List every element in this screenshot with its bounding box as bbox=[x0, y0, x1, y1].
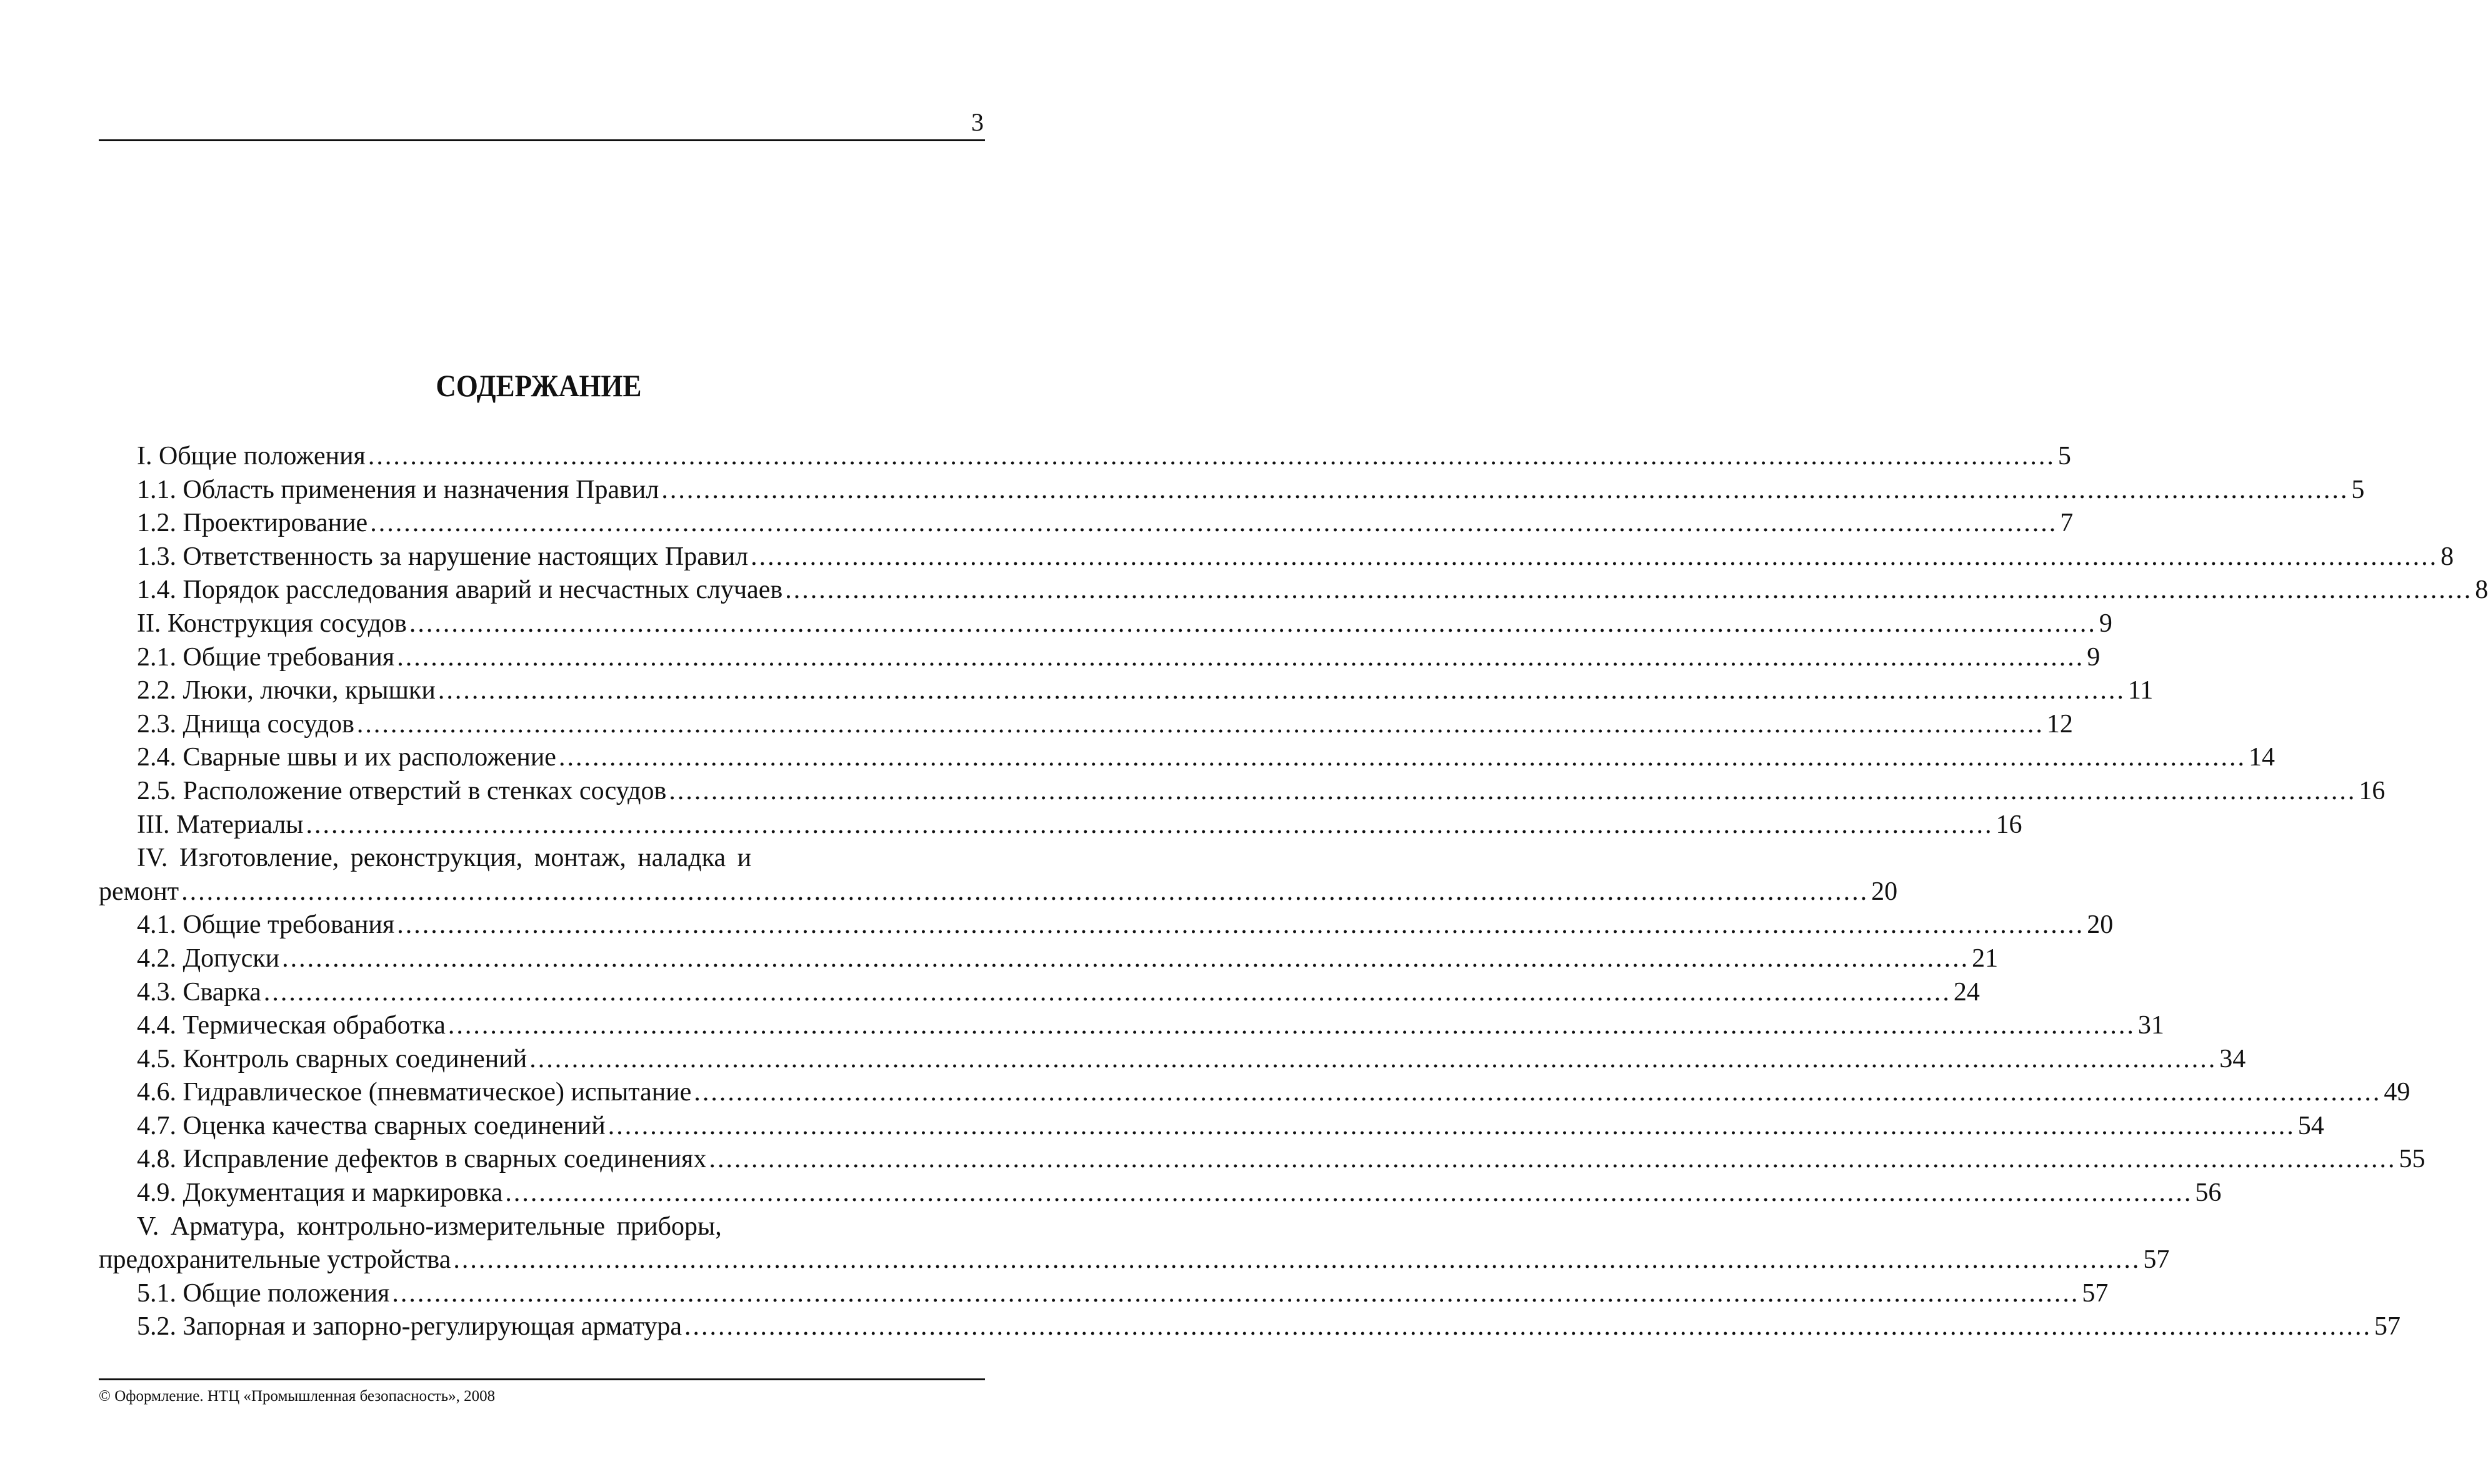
dot-leader: ........................................................................................................................................................................................................ bbox=[529, 1044, 2217, 1073]
dot-leader: ........................................................................................................................................................................................................ bbox=[709, 1145, 2397, 1174]
toc-entry[interactable] bbox=[99, 440, 2071, 474]
toc-entry[interactable] bbox=[99, 708, 2073, 742]
toc-entry[interactable] bbox=[99, 1177, 2222, 1210]
toc-entry-page: 20 bbox=[1871, 877, 1898, 906]
toc-entry-label: 2.1. Общие требования bbox=[137, 642, 395, 672]
dot-leader: ........................................................................................................................................................................................................ bbox=[751, 542, 2439, 571]
dot-leader: ........................................................................................................................................................................................................ bbox=[409, 609, 2097, 638]
dot-leader: ........................................................................................................................................................................................................ bbox=[785, 575, 2473, 605]
dot-leader: ........................................................................................................................................................................................................ bbox=[447, 1011, 2136, 1040]
toc-entry[interactable] bbox=[99, 1310, 2401, 1344]
toc-entry-page: 57 bbox=[2143, 1245, 2170, 1275]
dot-leader: ........................................................................................................................................................................................................ bbox=[370, 509, 2058, 538]
toc-entry[interactable] bbox=[99, 1110, 2324, 1143]
toc-entry-page: 31 bbox=[2137, 1011, 2164, 1040]
toc-entry-page: 49 bbox=[2384, 1078, 2411, 1107]
dot-leader: ........................................................................................................................................................................................................ bbox=[661, 475, 2349, 504]
toc-entry-label: 4.3. Сварка bbox=[137, 977, 261, 1007]
footer-rule bbox=[99, 1378, 985, 1380]
dot-leader: ........................................................................................................................................................................................................ bbox=[282, 944, 1970, 973]
toc-entry[interactable] bbox=[99, 909, 2114, 942]
dot-leader: ........................................................................................................................................................................................................ bbox=[669, 776, 2357, 805]
dot-leader: ........................................................................................................................................................................................................ bbox=[607, 1111, 2296, 1140]
toc-entry-label: ремонт bbox=[99, 877, 179, 906]
toc-entry-page: 5 bbox=[2351, 475, 2365, 504]
toc-entry[interactable] bbox=[99, 1076, 2411, 1110]
toc-entry-label: III. Материалы bbox=[137, 810, 304, 839]
toc-entry-page: 21 bbox=[1972, 944, 1999, 973]
toc-entry[interactable] bbox=[99, 741, 2275, 775]
dot-leader: ........................................................................................................................................................................................................ bbox=[694, 1078, 2382, 1107]
toc-entry[interactable] bbox=[99, 942, 1999, 976]
dot-leader: ........................................................................................................................................................................................................ bbox=[558, 743, 2246, 772]
toc-entry-label: 1.2. Проектирование bbox=[137, 509, 368, 538]
dot-leader: ........................................................................................................................................................................................................ bbox=[437, 676, 2126, 705]
toc-entry-label: предохранительные устройства bbox=[99, 1245, 451, 1275]
toc-entry-label: 4.2. Допуски bbox=[137, 944, 280, 973]
toc-entry[interactable] bbox=[99, 809, 2022, 842]
toc-entry-page: 5 bbox=[2057, 442, 2071, 471]
toc-entry[interactable] bbox=[99, 607, 2112, 641]
toc-entry-page: 9 bbox=[2099, 609, 2112, 638]
toc-entry-line1[interactable]: IV. Изготовление, реконструкция, монтаж, наладка и bbox=[137, 844, 752, 873]
toc-entry-page: 16 bbox=[2359, 776, 2386, 805]
toc-entry[interactable] bbox=[99, 976, 1980, 1010]
toc-entry[interactable] bbox=[99, 875, 1898, 909]
toc-entry-page: 20 bbox=[2087, 910, 2114, 940]
toc-entry[interactable] bbox=[99, 775, 2386, 809]
toc-entry-page: 12 bbox=[2046, 709, 2073, 739]
toc-entry-page: 7 bbox=[2060, 509, 2074, 538]
toc-entry-page: 57 bbox=[2082, 1278, 2109, 1308]
toc-entry-page: 55 bbox=[2399, 1145, 2426, 1174]
dot-leader: ........................................................................................................................................................................................................ bbox=[397, 910, 2085, 940]
toc-entry-page: 24 bbox=[1953, 977, 1980, 1007]
toc-title: СОДЕРЖАНИЕ bbox=[436, 368, 642, 403]
toc-entry-label: 2.5. Расположение отверстий в стенках сосудов bbox=[137, 776, 667, 805]
toc-entry-label: 4.6. Гидравлическое (пневматическое) испытание bbox=[137, 1078, 692, 1107]
toc-entry-label: 4.8. Исправление дефектов в сварных соединениях bbox=[137, 1145, 707, 1174]
toc-entry-label: 4.1. Общие требования bbox=[137, 910, 395, 940]
toc-entry[interactable] bbox=[99, 507, 2074, 540]
toc-entry-label: I. Общие положения bbox=[137, 442, 366, 471]
header-rule bbox=[99, 139, 985, 141]
dot-leader: ........................................................................................................................................................................................................ bbox=[397, 642, 2085, 672]
toc-entry[interactable] bbox=[99, 474, 2365, 507]
toc-entry-page: 8 bbox=[2441, 542, 2454, 571]
dot-leader: ........................................................................................................................................................................................................ bbox=[263, 977, 1951, 1007]
toc-entry-label: 1.1. Область применения и назначения Правил bbox=[137, 475, 659, 504]
toc-entry-label: 2.2. Люки, лючки, крышки bbox=[137, 676, 436, 705]
toc-entry[interactable] bbox=[99, 1043, 2246, 1077]
dot-leader: ........................................................................................................................................................................................................ bbox=[684, 1312, 2372, 1342]
dot-leader: ........................................................................................................................................................................................................ bbox=[356, 709, 2044, 739]
dot-leader: ........................................................................................................................................................................................................ bbox=[392, 1278, 2080, 1308]
toc-entry-label: 1.4. Порядок расследования аварий и несчастных случаев bbox=[137, 575, 783, 605]
toc-entry-page: 9 bbox=[2087, 642, 2101, 672]
toc-entry-label: 4.7. Оценка качества сварных соединений bbox=[137, 1111, 606, 1140]
toc-entry[interactable] bbox=[99, 674, 2154, 708]
page-number: 3 bbox=[971, 108, 984, 136]
toc-entry-page: 57 bbox=[2374, 1312, 2401, 1342]
toc-entry-line1[interactable]: V. Арматура, контрольно-измерительные приборы, bbox=[137, 1212, 722, 1241]
toc-entry-page: 34 bbox=[2219, 1044, 2246, 1073]
toc-entry-label: 5.1. Общие положения bbox=[137, 1278, 390, 1308]
toc-entry[interactable] bbox=[99, 574, 2488, 607]
toc-entry-label: 1.3. Ответственность за нарушение настоящих Правил bbox=[137, 542, 749, 571]
toc-entry[interactable] bbox=[99, 1243, 2170, 1277]
dot-leader: ........................................................................................................................................................................................................ bbox=[453, 1245, 2141, 1275]
toc-entry[interactable] bbox=[99, 1009, 2164, 1043]
dot-leader: ........................................................................................................................................................................................................ bbox=[505, 1178, 2193, 1208]
toc-entry-page: 14 bbox=[2248, 743, 2275, 772]
table-of-contents bbox=[99, 440, 2488, 1344]
toc-entry[interactable] bbox=[99, 540, 2454, 574]
toc-entry-label: 4.9. Документация и маркировка bbox=[137, 1178, 503, 1208]
toc-entry-label: 2.3. Днища сосудов bbox=[137, 709, 354, 739]
dot-leader: ........................................................................................................................................................................................................ bbox=[306, 810, 1994, 839]
toc-entry[interactable] bbox=[99, 641, 2101, 675]
toc-entry-page: 16 bbox=[1996, 810, 2022, 839]
toc-entry-label: 4.4. Термическая обработка bbox=[137, 1011, 446, 1040]
dot-leader: ........................................................................................................................................................................................................ bbox=[181, 877, 1869, 906]
toc-entry-page: 11 bbox=[2127, 676, 2154, 705]
toc-entry[interactable] bbox=[99, 1277, 2109, 1311]
toc-entry-label: 2.4. Сварные швы и их расположение bbox=[137, 743, 556, 772]
toc-entry-label: II. Конструкция сосудов bbox=[137, 609, 407, 638]
toc-entry-page: 8 bbox=[2475, 575, 2488, 605]
toc-entry[interactable] bbox=[99, 1143, 2426, 1177]
toc-entry-page: 56 bbox=[2195, 1178, 2222, 1208]
toc-entry-label: 4.5. Контроль сварных соединений bbox=[137, 1044, 527, 1073]
toc-entry-label: 5.2. Запорная и запорно-регулирующая арматура bbox=[137, 1312, 682, 1342]
dot-leader: ........................................................................................................................................................................................................ bbox=[367, 442, 2056, 471]
toc-entry-page: 54 bbox=[2297, 1111, 2324, 1140]
copyright-footer: © Оформление. НТЦ «Промышленная безопасность», 2008 bbox=[99, 1388, 496, 1405]
